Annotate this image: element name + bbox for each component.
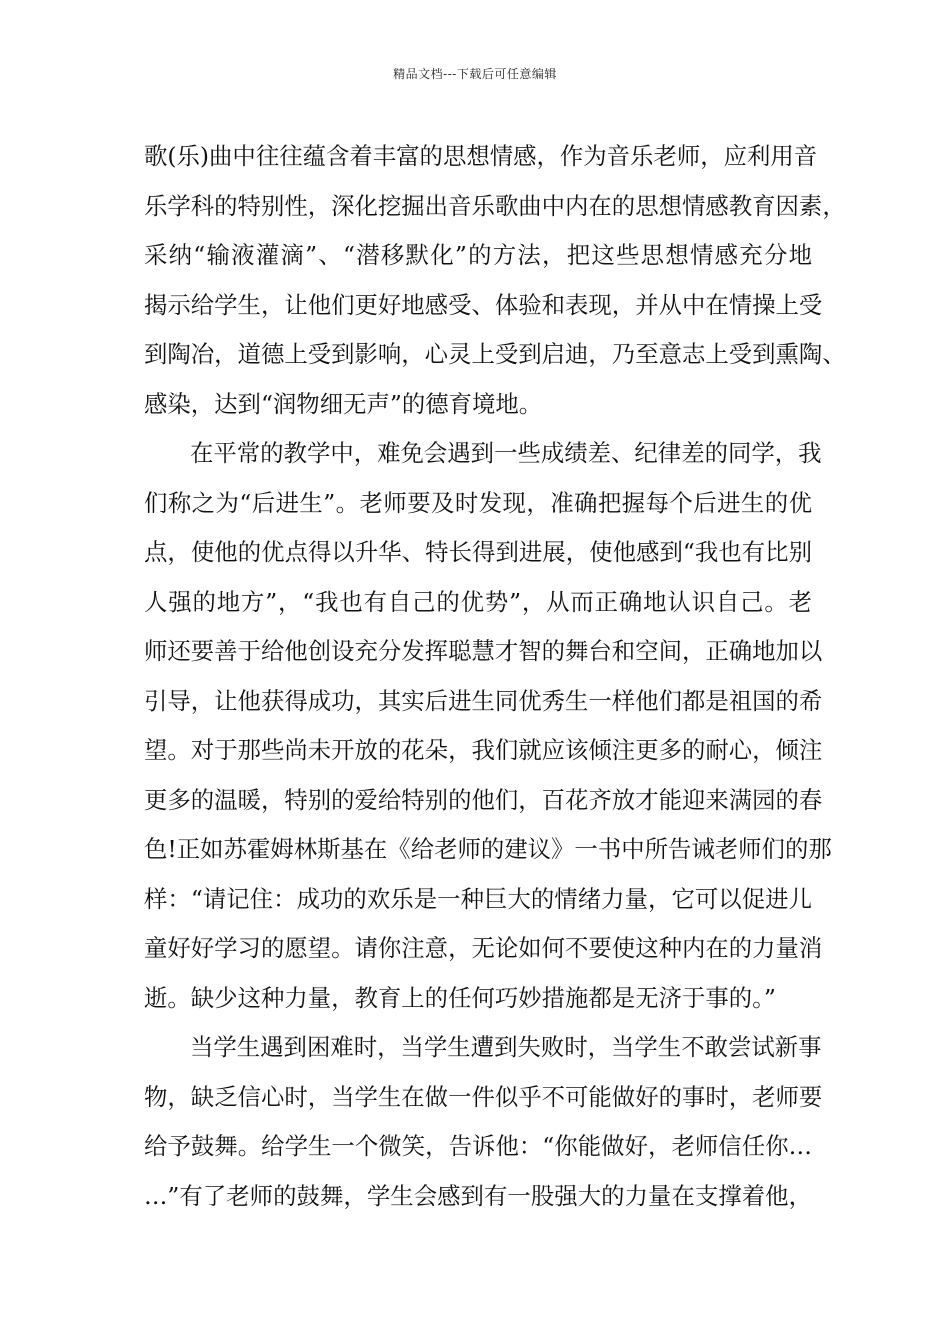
text-line: 色!正如苏霍姆林斯基在《给老师的建议》一书中所告诫老师们的那 [144, 835, 832, 863]
text-line: 们称之为“后进生”。老师要及时发现，准确把握每个后进生的优 [144, 488, 812, 517]
paragraph [144, 132, 846, 429]
paragraph [144, 1023, 823, 1221]
text-line: 采纳“输液灌滴”、“潜移默化”的方法，把这些思想情感充分地 [144, 241, 812, 269]
text-line: 师还要善于给他创设充分发挥聪慧才智的舞台和空间，正确地加以 [144, 637, 823, 665]
text-line: 感染，达到“润物细无声”的德育境地。 [144, 389, 543, 418]
text-line: 乐学科的特别性，深化挖掘出音乐歌曲中内在的思想情感教育因素， [144, 191, 846, 220]
paragraph [144, 429, 832, 1023]
text-line: 歌(乐)曲中往往蕴含着丰富的思想情感，作为音乐老师，应利用音 [144, 142, 818, 170]
text-line: 引导，让他获得成功，其实后进生同优秀生一样他们都是祖国的希 [144, 686, 823, 715]
text-line: 更多的温暖，特别的爱给特别的他们，百花齐放才能迎来满园的春 [144, 785, 823, 814]
page-header: 精品文档---下载后可任意编辑 [393, 67, 557, 81]
text-line: 在平常的教学中，难免会遇到一些成绩差、纪律差的同学，我 [190, 439, 822, 467]
text-line: 逝。缺少这种力量，教育上的任何巧妙措施都是无济于事的。” [144, 983, 776, 1012]
text-line: 到陶冶，道德上受到影响，心灵上受到启迪，乃至意志上受到熏陶、 [144, 340, 846, 368]
text-line: 点，使他的优点得以升华、特长得到进展，使他感到“我也有比别 [144, 538, 812, 566]
text-line: 揭示给学生，让他们更好地感受、体验和表现，并从中在情操上受 [144, 290, 823, 319]
text-line: 物，缺乏信心时，当学生在做一件似乎不可能做好的事时，老师要 [144, 1082, 823, 1111]
text-line: …”有了老师的鼓舞，学生会感到有一股强大的力量在支撑着他， [144, 1181, 812, 1210]
document-body [144, 132, 846, 1221]
text-line: 当学生遇到困难时，当学生遭到失败时，当学生不敢尝试新事 [190, 1033, 822, 1061]
text-line: 人强的地方”，“我也有自己的优势”，从而正确地认识自己。老 [144, 587, 812, 616]
text-line: 给予鼓舞。给学生一个微笑，告诉他：“你能做好，老师信任你… [144, 1132, 812, 1160]
text-line: 样：“请记住：成功的欢乐是一种巨大的情绪力量，它可以促进儿 [144, 884, 812, 913]
text-line: 童好好学习的愿望。请你注意，无论如何不要使这种内在的力量消 [144, 934, 823, 962]
text-line: 望。对于那些尚未开放的花朵，我们就应该倾注更多的耐心，倾注 [144, 736, 823, 764]
